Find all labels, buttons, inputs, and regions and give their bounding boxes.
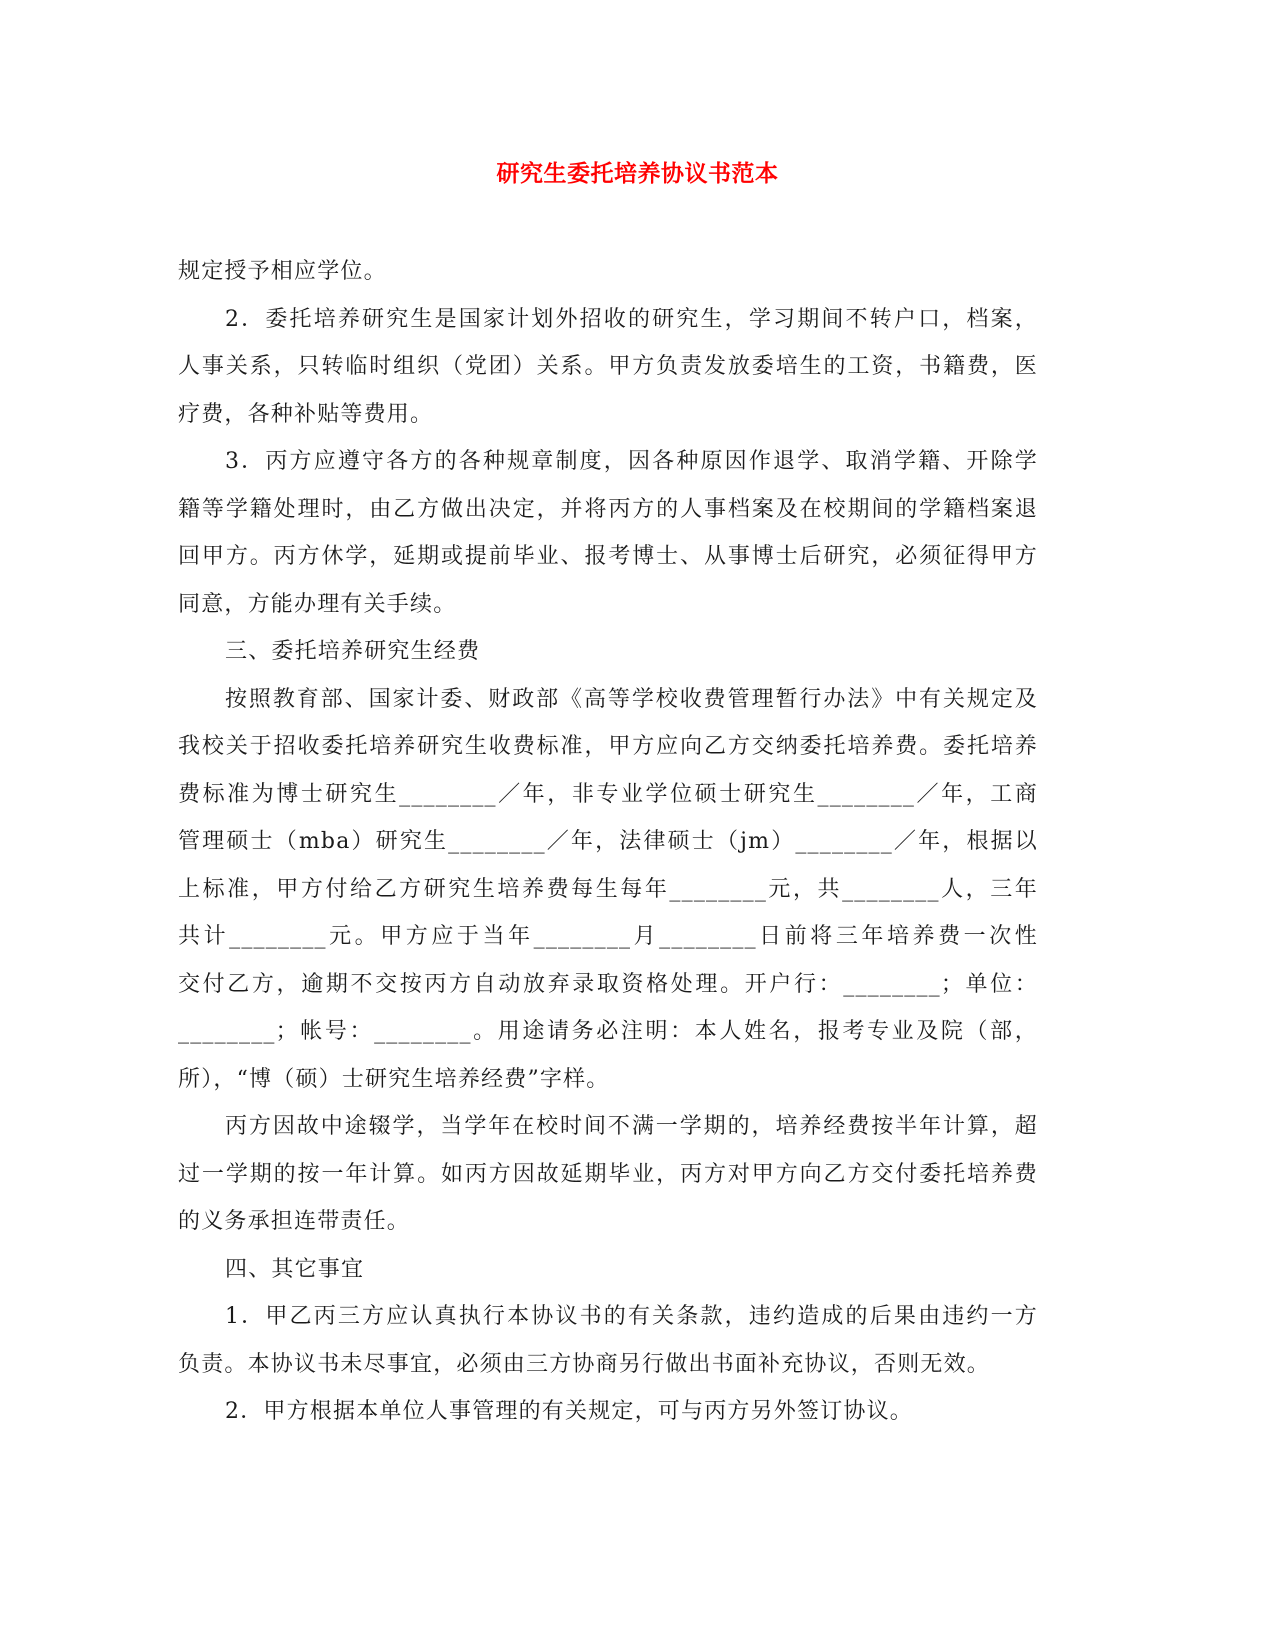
paragraph-line: 3．丙方应遵守各方的各种规章制度，因各种原因作退学、取消学籍、开除学 xyxy=(225,449,1038,474)
paragraph-line: 交付乙方，逾期不交按丙方自动放弃录取资格处理。开户行：________；单位： xyxy=(178,971,1038,997)
paragraph-line: 丙方因故中途辍学，当学年在校时间不满一学期的，培养经费按半年计算，超 xyxy=(225,1114,1038,1139)
paragraph-line: 同意，方能办理有关手续。 xyxy=(178,591,457,617)
paragraph-line: 2．委托培养研究生是国家计划外招收的研究生，学习期间不转户口，档案， xyxy=(225,306,1038,332)
paragraph-line: 过一学期的按一年计算。如丙方因故延期毕业，丙方对甲方向乙方交付委托培养费 xyxy=(178,1161,1038,1187)
paragraph-line: 疗费，各种补贴等费用。 xyxy=(178,401,434,427)
paragraph-line: 的义务承担连带责任。 xyxy=(178,1209,411,1234)
paragraph-line: 2．甲方根据本单位人事管理的有关规定，可与丙方另外签订协议。 xyxy=(225,1399,913,1424)
section-heading: 三、委托培养研究生经费 xyxy=(225,639,481,664)
document-body xyxy=(178,248,1038,1436)
paragraph-line: 按照教育部、国家计委、财政部《高等学校收费管理暂行办法》中有关规定及 xyxy=(225,686,1038,712)
paragraph-line: 1．甲乙丙三方应认真执行本协议书的有关条款，违约造成的后果由违约一方 xyxy=(225,1304,1038,1329)
paragraph-line: 规定授予相应学位。 xyxy=(178,259,387,284)
paragraph-line: 回甲方。丙方休学，延期或提前毕业、报考博士、从事博士后研究，必须征得甲方 xyxy=(178,544,1038,569)
paragraph-line: 共计________元。甲方应于当年________月________日前将三年培养费一次性 xyxy=(178,924,1038,949)
paragraph-line: 费标准为博士研究生________／年，非专业学位硕士研究生________／年，工商 xyxy=(178,781,1038,807)
paragraph-line: 管理硕士（mba）研究生________／年，法律硕士（jm）________／年，根据以 xyxy=(178,829,1038,854)
paragraph-line: 所），“博（硕）士研究生培养经费”字样。 xyxy=(178,1066,610,1092)
paragraph-line: 负责。本协议书未尽事宜，必须由三方协商另行做出书面补充协议，否则无效。 xyxy=(178,1351,991,1377)
document-title: 研究生委托培养协议书范本 xyxy=(496,160,779,187)
paragraph-line: 人事关系，只转临时组织（党团）关系。甲方负责发放委培生的工资，书籍费，医 xyxy=(178,354,1038,379)
paragraph-line: 籍等学籍处理时，由乙方做出决定，并将丙方的人事档案及在校期间的学籍档案退 xyxy=(178,496,1038,522)
paragraph-line: 我校关于招收委托培养研究生收费标准，甲方应向乙方交纳委托培养费。委托培养 xyxy=(178,734,1038,759)
paragraph-line: ________；帐号：________。用途请务必注明：本人姓名，报考专业及院（部， xyxy=(178,1019,1038,1044)
paragraph-line: 上标准，甲方付给乙方研究生培养费每生每年________元，共________人，三年 xyxy=(178,876,1038,902)
section-heading: 四、其它事宜 xyxy=(225,1256,365,1282)
